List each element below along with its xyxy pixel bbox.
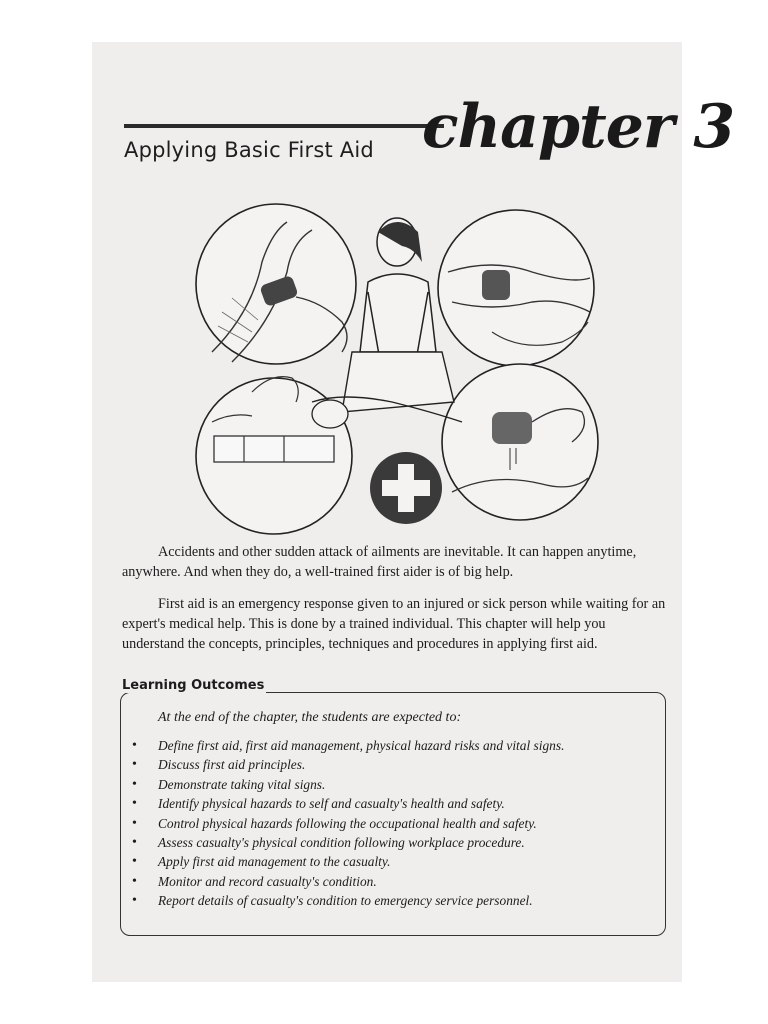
- outcome-item: • Demonstrate taking vital signs.: [132, 775, 652, 794]
- bandage-wrist-vignette: [196, 204, 356, 364]
- bandage-hand-vignette: [438, 210, 594, 366]
- chapter-title: Applying Basic First Aid: [124, 138, 374, 162]
- outcome-item: • Identify physical hazards to self and casualty's health and safety.: [132, 794, 652, 813]
- first-aid-illustration: [192, 202, 612, 532]
- outcome-item: • Define first aid, first aid management, physical hazard risks and vital signs.: [132, 736, 652, 755]
- outcome-item: • Monitor and record casualty's condition.: [132, 872, 652, 891]
- intro-paragraph-2: First aid is an emergency response given to an injured or sick person while waiting for an expert's medical help. This is done by a trained individual. This chapter will help you understand the concepts, principles, techniques and procedures in applying first aid.: [122, 596, 666, 652]
- first-aid-cross-emblem: [370, 452, 442, 524]
- book-page: [92, 42, 735, 982]
- foot-wound-vignette: [442, 364, 598, 520]
- outcome-item: • Apply first aid management to the casualty.: [132, 852, 652, 871]
- learning-outcomes-list: [132, 736, 652, 911]
- outcome-item: • Report details of casualty's condition to emergency service personnel.: [132, 891, 652, 910]
- learning-outcomes-heading: Learning Outcomes: [122, 678, 265, 693]
- title-rule: [124, 124, 444, 128]
- learning-outcomes-intro: At the end of the chapter, the students are expected to:: [158, 710, 462, 725]
- outcome-item: • Assess casualty's physical condition following workplace procedure.: [132, 833, 652, 852]
- intro-paragraph-1: Accidents and other sudden attack of ailments are inevitable. It can happen anytime, anywhere. And when they do, a well-trained first aider is of big help.: [122, 544, 637, 580]
- outcome-item: • Discuss first aid principles.: [132, 755, 652, 774]
- chapter-number-mark: chapter 3: [422, 92, 735, 162]
- outcome-item: • Control physical hazards following the occupational health and safety.: [132, 814, 652, 833]
